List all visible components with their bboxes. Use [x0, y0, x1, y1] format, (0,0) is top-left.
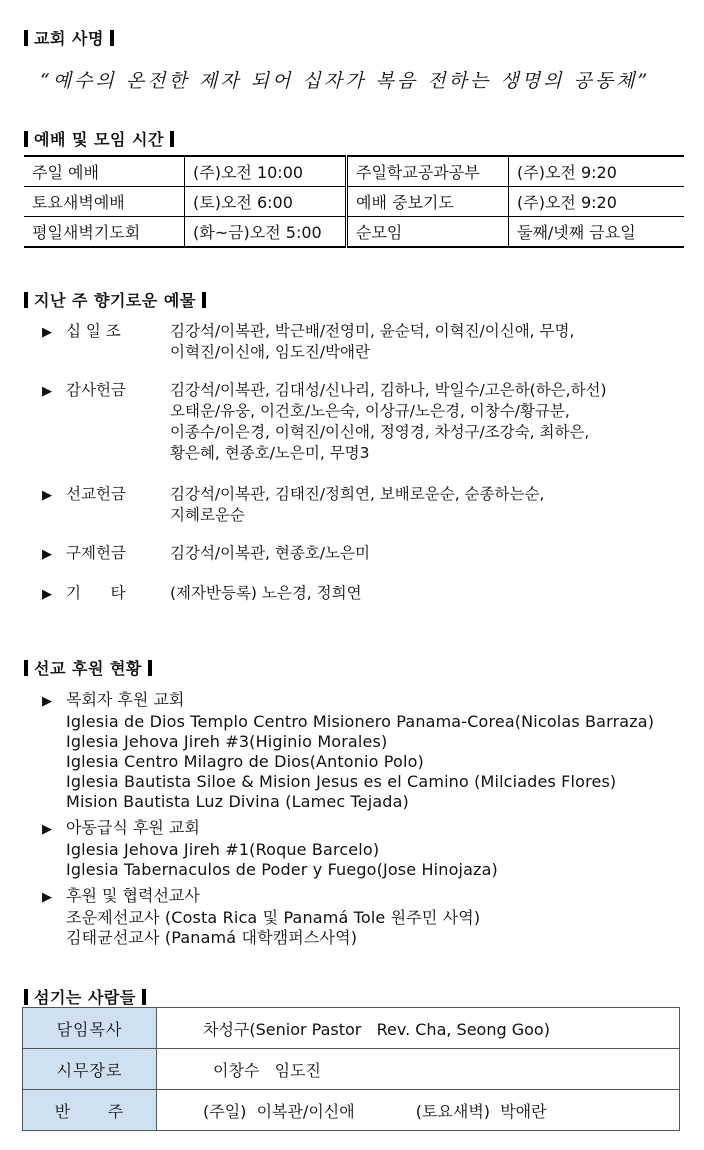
- schedule-cell: 둘째/넷째 금요일: [509, 217, 685, 248]
- offering-names-line: 이종수/이은경, 이혁진/이신애, 정영경, 차성구/조강숙, 최하은,: [170, 423, 590, 441]
- offering-label: 감사헌금: [66, 381, 126, 399]
- mission-heading-text: 교회 사명: [34, 29, 104, 48]
- schedule-cell: (토)오전 6:00: [185, 187, 347, 217]
- schedule-cell: 주일 예배: [24, 156, 185, 187]
- mission-group-missionaries: [42, 886, 692, 948]
- schedule-heading-text: 예배 및 모임 시간: [34, 130, 164, 149]
- schedule-cell: (주)오전 9:20: [509, 156, 685, 187]
- mission-group-title: 아동급식 후원 교회: [66, 818, 200, 837]
- triangle-bullet-icon: ▶: [42, 587, 52, 602]
- offering-names-line: 지혜로운순: [170, 506, 245, 524]
- schedule-row: [24, 217, 684, 248]
- mission-group-children-meals: [42, 818, 692, 880]
- list-item: Iglesia Jehova Jireh #1(Roque Barcelo): [66, 840, 380, 859]
- offering-names-line: (제자반등록) 노은경, 정희연: [170, 584, 362, 602]
- mission-heading: [24, 26, 114, 49]
- mission-group-title: 목회자 후원 교회: [66, 690, 185, 709]
- offerings-heading-text: 지난 주 향기로운 예물: [34, 291, 196, 310]
- triangle-bullet-icon: ▶: [42, 694, 52, 709]
- schedule-cell: (주)오전 9:20: [509, 187, 685, 217]
- mission-group-pastor: [42, 690, 692, 812]
- staff-heading: [24, 985, 146, 1008]
- schedule-cell: (화~금)오전 5:00: [185, 217, 347, 248]
- offering-names-line: 김강석/이복관, 김태진/정희연, 보배로운순, 순종하는순,: [170, 485, 545, 503]
- missions-heading: [24, 656, 152, 679]
- schedule-row: [24, 187, 684, 217]
- table-row: [23, 1049, 680, 1090]
- triangle-bullet-icon: ▶: [42, 488, 52, 503]
- list-item: Iglesia de Dios Templo Centro Misionero Panama-Corea(Nicolas Barraza): [66, 712, 655, 731]
- schedule-cell: 순모임: [347, 217, 509, 248]
- table-row: [23, 1008, 680, 1049]
- list-item: Iglesia Jehova Jireh #3(Higinio Morales): [66, 732, 388, 751]
- offering-item-other: [42, 583, 682, 605]
- offering-item-relief: [42, 543, 682, 565]
- list-item: Mision Bautista Luz Divina (Lamec Tejada): [66, 792, 409, 811]
- mission-support-list: [42, 690, 692, 954]
- staff-role: 시무장로: [23, 1049, 157, 1090]
- staff-value: (주일) 이복관/이신애 (토요새벽) 박애란: [157, 1090, 680, 1131]
- schedule-heading: [24, 127, 174, 150]
- offering-label: 선교헌금: [66, 485, 126, 503]
- schedule-table: [24, 155, 684, 248]
- schedule-cell: (주)오전 10:00: [185, 156, 347, 187]
- staff-value: 차성구(Senior Pastor Rev. Cha, Seong Goo): [157, 1008, 680, 1049]
- schedule-cell: 주일학교공과공부: [347, 156, 509, 187]
- offering-names-line: 이혁진/이신애, 임도진/박애란: [170, 343, 370, 361]
- staff-role: 담임목사: [23, 1008, 157, 1049]
- triangle-bullet-icon: ▶: [42, 822, 52, 837]
- offering-names-line: 오태운/유웅, 이건호/노은숙, 이상규/노은경, 이창수/황규분,: [170, 402, 570, 420]
- offering-names-line: 김강석/이복관, 김대성/신나리, 김하나, 박일수/고은하(하은,하선): [170, 381, 607, 399]
- offering-label: 기 타: [66, 584, 126, 602]
- list-item: Iglesia Tabernaculos de Poder y Fuego(Jose Hinojaza): [66, 860, 498, 879]
- offering-label: 구제헌금: [66, 544, 126, 562]
- list-item: Iglesia Centro Milagro de Dios(Antonio Polo): [66, 752, 424, 771]
- offerings-heading: [24, 288, 206, 311]
- schedule-cell: 평일새벽기도회: [24, 217, 185, 248]
- missions-heading-text: 선교 후원 현황: [34, 659, 142, 678]
- offering-names-line: 김강석/이복관, 현종호/노은미: [170, 544, 370, 562]
- offering-names-line: 김강석/이복관, 박근배/전영미, 윤순덕, 이혁진/이신애, 무명,: [170, 322, 575, 340]
- staff-table: [22, 1007, 680, 1131]
- table-row: [23, 1090, 680, 1131]
- list-item: 조운제선교사 (Costa Rica 및 Panamá Tole 원주민 사역): [66, 908, 481, 927]
- triangle-bullet-icon: ▶: [42, 890, 52, 905]
- schedule-cell: 예배 중보기도: [347, 187, 509, 217]
- staff-value: 이창수 임도진: [157, 1049, 680, 1090]
- triangle-bullet-icon: ▶: [42, 325, 52, 340]
- list-item: 김태균선교사 (Panamá 대학캠퍼스사역): [66, 928, 358, 947]
- offering-label: 십 일 조: [66, 322, 121, 340]
- staff-heading-text: 섬기는 사람들: [34, 988, 136, 1007]
- list-item: Iglesia Bautista Siloe & Mision Jesus es el Camino (Milciades Flores): [66, 772, 617, 791]
- triangle-bullet-icon: ▶: [42, 547, 52, 562]
- offering-item-tithe: [42, 321, 682, 363]
- triangle-bullet-icon: ▶: [42, 384, 52, 399]
- mission-statement: “예수의 온전한 제자 되어 십자가 복음 전하는 생명의 공동체”: [40, 70, 651, 92]
- mission-group-title: 후원 및 협력선교사: [66, 886, 200, 905]
- offering-item-thanks: [42, 380, 682, 464]
- offering-names-line: 황은혜, 현종호/노은미, 무명3: [170, 444, 370, 462]
- offering-item-mission: [42, 484, 682, 526]
- schedule-row: [24, 156, 684, 187]
- schedule-cell: 토요새벽예배: [24, 187, 185, 217]
- staff-role: 반 주: [23, 1090, 157, 1131]
